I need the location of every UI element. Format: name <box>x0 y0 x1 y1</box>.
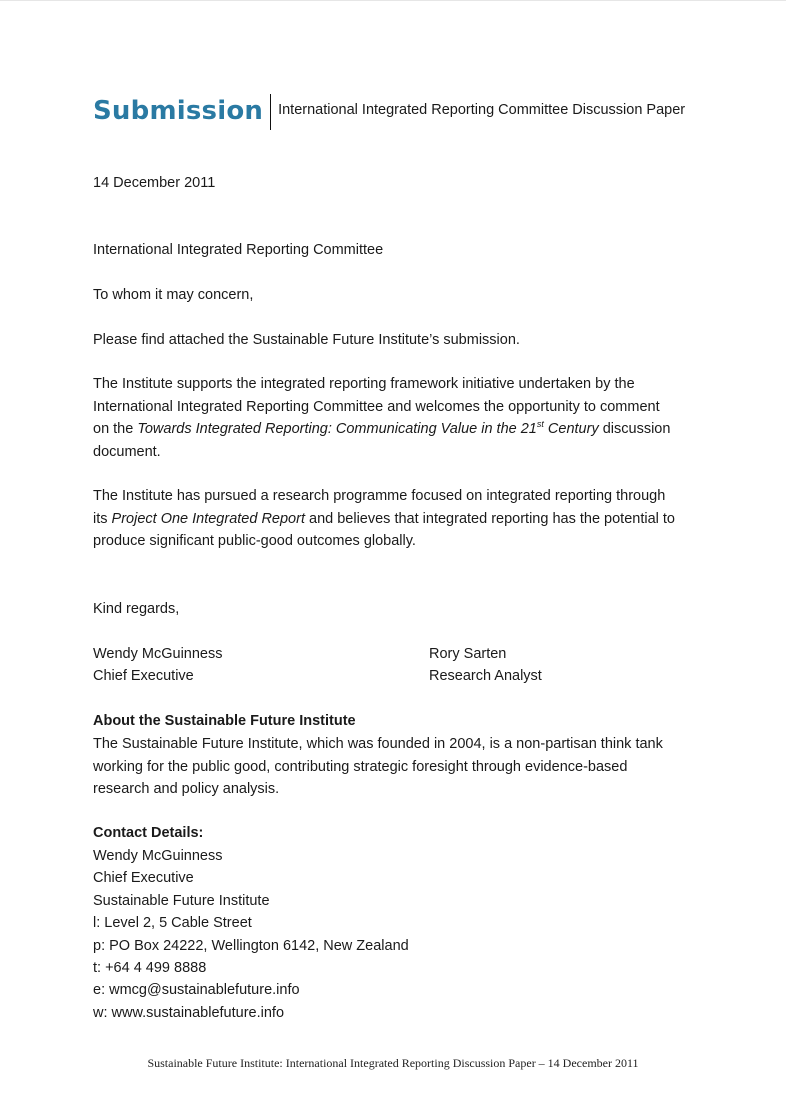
contact-details <box>93 845 409 1024</box>
about-heading: About the Sustainable Future Institute <box>93 713 356 729</box>
contact-phone: t: +64 4 499 8888 <box>93 960 207 977</box>
paragraph-line: research and policy analysis. <box>93 781 280 798</box>
about-paragraph <box>93 733 703 801</box>
page-footer: Sustainable Future Institute: International Integrated Reporting Discussion Paper – 14 December 2011 <box>147 1056 639 1070</box>
paragraph-line: The Institute has pursued a research programme focused on integrated reporting through <box>93 488 666 504</box>
text-run: Century <box>543 421 599 438</box>
text-run: discussion <box>598 421 671 438</box>
text-run: its <box>93 510 112 527</box>
signatory-name: Wendy McGuinness <box>93 646 223 662</box>
paragraph-line <box>93 508 703 531</box>
paragraph-line <box>93 418 703 441</box>
letter-salutation: To whom it may concern, <box>93 287 254 303</box>
header-subtitle: International Integrated Reporting Committee Discussion Paper <box>278 102 686 118</box>
contact-heading: Contact Details: <box>93 825 204 841</box>
contact-website: w: www.sustainablefuture.info <box>93 1004 285 1021</box>
paragraph-line: Please find attached the Sustainable Future Institute’s submission. <box>93 332 520 348</box>
paragraph-line: International Integrated Reporting Committee and welcomes the opportunity to comment <box>93 398 660 415</box>
signatory-title: Chief Executive <box>93 668 194 685</box>
paragraph-attachment <box>93 329 703 352</box>
text-run: Towards Integrated Reporting: Communicating Value in the 21 <box>137 421 537 438</box>
paragraph-line: The Sustainable Future Institute, which was founded in 2004, is a non-partisan think tank <box>93 736 663 752</box>
paragraph-research <box>93 485 703 553</box>
paragraph-line: document. <box>93 443 161 460</box>
contact-postal: p: PO Box 24222, Wellington 6142, New Zealand <box>93 937 409 954</box>
submission-heading: Submission <box>93 96 264 126</box>
paragraph-line: working for the public good, contributing strategic foresight through evidence-based <box>93 758 628 775</box>
paragraph-support <box>93 373 703 463</box>
contact-role: Chief Executive <box>93 870 194 887</box>
paragraph-line: The Institute supports the integrated reporting framework initiative undertaken by the <box>93 376 635 392</box>
contact-email: e: wmcg@sustainablefuture.info <box>93 982 300 999</box>
letter-closing: Kind regards, <box>93 601 180 617</box>
document-header <box>93 94 685 130</box>
contact-organization: Sustainable Future Institute <box>93 892 270 909</box>
paragraph-line: produce significant public-good outcomes globally. <box>93 533 416 550</box>
text-run: and believes that integrated reporting has the potential to <box>304 510 675 527</box>
project-title-italic: Project One Integrated Report <box>111 510 305 527</box>
header-divider <box>270 94 271 130</box>
text-run: on the <box>93 421 138 438</box>
signatory-name: Rory Sarten <box>429 646 507 662</box>
contact-location: l: Level 2, 5 Cable Street <box>93 915 252 932</box>
signatory-left <box>93 643 222 688</box>
signatory-right <box>429 643 542 688</box>
page-top-edge <box>0 0 786 1</box>
signatory-title: Research Analyst <box>429 668 542 685</box>
contact-name: Wendy McGuinness <box>93 848 223 864</box>
letter-addressee: International Integrated Reporting Committee <box>93 242 384 258</box>
letter-date: 14 December 2011 <box>93 175 216 191</box>
ordinal-superscript: st <box>536 419 544 430</box>
document-title-italic <box>137 421 598 437</box>
